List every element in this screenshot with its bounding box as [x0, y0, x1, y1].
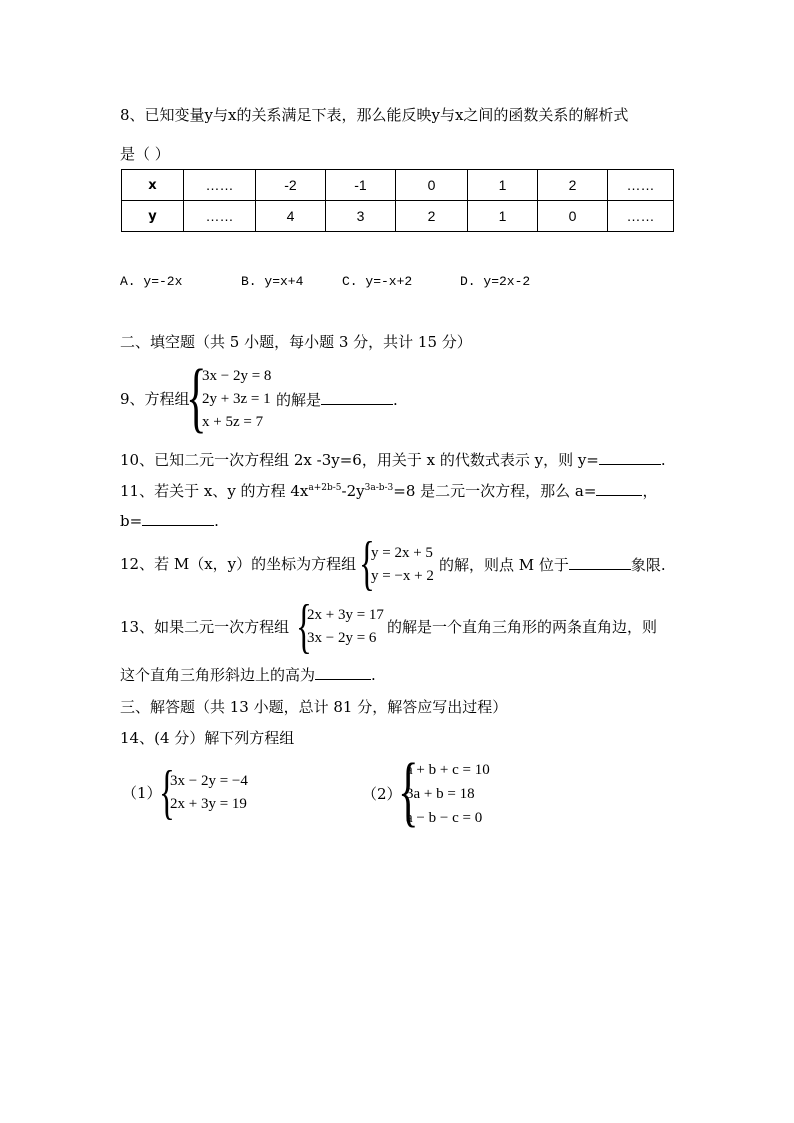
q11-prefix: 11、若关于 x、y 的方程 4x	[120, 482, 309, 500]
table-cell: ……	[184, 170, 256, 201]
q14-part2-brace: {	[398, 747, 419, 834]
q13-line2-text: 这个直角三角形斜边上的高为	[120, 666, 316, 684]
table-row-x	[122, 170, 674, 201]
q11-a-blank[interactable]	[596, 480, 642, 496]
q14-part1-label: （1）	[122, 784, 162, 802]
table-cell: ……	[184, 201, 256, 232]
table-cell: y	[122, 201, 184, 232]
q12-suffix-line	[439, 554, 666, 575]
table-cell: 2	[538, 170, 608, 201]
table-cell: 0	[396, 170, 468, 201]
q11-line1	[120, 480, 657, 501]
q13-end: .	[371, 666, 376, 684]
q9-equation: 3x − 2y = 8	[202, 368, 272, 384]
q14-part2-equation: 3a + b = 18	[406, 786, 475, 802]
q11-exponent-2: 3a-b-3	[364, 483, 394, 493]
table-cell: x	[122, 170, 184, 201]
q9-end: .	[393, 391, 398, 409]
q8-option-d: D. y=2x-2	[460, 274, 531, 289]
q9-equation: 2y + 3z = 1	[202, 391, 271, 407]
section3-title: 三、解答题（共 13 小题，总计 81 分，解答应写出过程）	[120, 698, 508, 716]
q13-prefix: 13、如果二元一次方程组	[120, 618, 290, 636]
q13-answer-blank[interactable]	[315, 664, 371, 680]
q12-brace: {	[359, 530, 375, 596]
q14-title: 14、(4 分）解下列方程组	[120, 729, 295, 747]
q11-end: .	[214, 512, 219, 530]
q9-brace: {	[186, 353, 207, 440]
q11-line2	[120, 510, 219, 531]
q12-suffix: 的解，则点 M 位于	[439, 556, 569, 574]
q14-part1-equation: 2x + 3y = 19	[170, 796, 247, 812]
q10-end: .	[660, 451, 666, 469]
q14-part2-equation: a − b − c = 0	[406, 810, 483, 826]
table-cell: 3	[326, 201, 396, 232]
q9-answer-blank[interactable]	[321, 389, 393, 405]
q9-prefix: 9、方程组	[120, 390, 190, 408]
table-cell: -1	[326, 170, 396, 201]
q14-part2-label: （2）	[362, 785, 402, 803]
table-cell: 1	[468, 170, 538, 201]
table-cell: ……	[608, 170, 674, 201]
q13-brace: {	[296, 593, 312, 659]
q8-option-c: C. y=-x+2	[342, 274, 413, 289]
q13-equation: 3x − 2y = 6	[307, 630, 377, 646]
q13-equation: 2x + 3y = 17	[307, 607, 384, 623]
q8-line1: 8、已知变量y与x的关系满足下表，那么能反映y与x之间的函数关系的解析式	[120, 106, 629, 124]
table-cell: 4	[256, 201, 326, 232]
q14-part1-brace: {	[159, 759, 175, 825]
q12-equation: y = 2x + 5	[371, 545, 433, 561]
table-cell: 1	[468, 201, 538, 232]
q11-mid: -2y	[341, 482, 365, 500]
table-cell: 0	[538, 201, 608, 232]
q12-end: 象限.	[630, 556, 666, 574]
q8-option-b: B. y=x+4	[241, 274, 304, 289]
q10-answer-blank[interactable]	[599, 449, 661, 465]
q13-suffix: 的解是一个直角三角形的两条直角边，则	[387, 618, 658, 636]
q10-text: 10、已知二元一次方程组 2x -3y=6，用关于 x 的代数式表示 y，则 y=	[120, 451, 599, 469]
q11-b-blank[interactable]	[142, 510, 214, 526]
q11-exponent-1: a+2b-5	[308, 483, 342, 493]
table-cell: 2	[396, 201, 468, 232]
q11-comma: ，	[642, 482, 658, 500]
q8-line2: 是（ ）	[120, 145, 170, 163]
q8-value-table	[121, 169, 674, 232]
q14-part2-equation: a + b + c = 10	[406, 762, 490, 778]
table-cell: -2	[256, 170, 326, 201]
q10-line	[120, 449, 666, 470]
q9-equation: x + 5z = 7	[202, 414, 264, 430]
q12-equation: y = −x + 2	[371, 568, 434, 584]
q9-suffix-text: 的解是	[276, 391, 322, 409]
q14-part1-equation: 3x − 2y = −4	[170, 773, 248, 789]
section2-title: 二、填空题（共 5 小题，每小题 3 分，共计 15 分）	[120, 333, 472, 351]
q8-option-a: A. y=-2x	[120, 274, 183, 289]
q12-prefix: 12、若 M（x，y）的坐标为方程组	[120, 555, 357, 573]
q13-line2	[120, 664, 376, 685]
q9-suffix	[276, 389, 398, 410]
table-cell: ……	[608, 201, 674, 232]
q11-b-prefix: b=	[120, 512, 143, 530]
q11-suffix: =8 是二元一次方程，那么 a=	[393, 482, 597, 500]
q12-answer-blank[interactable]	[569, 554, 631, 570]
table-row-y	[122, 201, 674, 232]
